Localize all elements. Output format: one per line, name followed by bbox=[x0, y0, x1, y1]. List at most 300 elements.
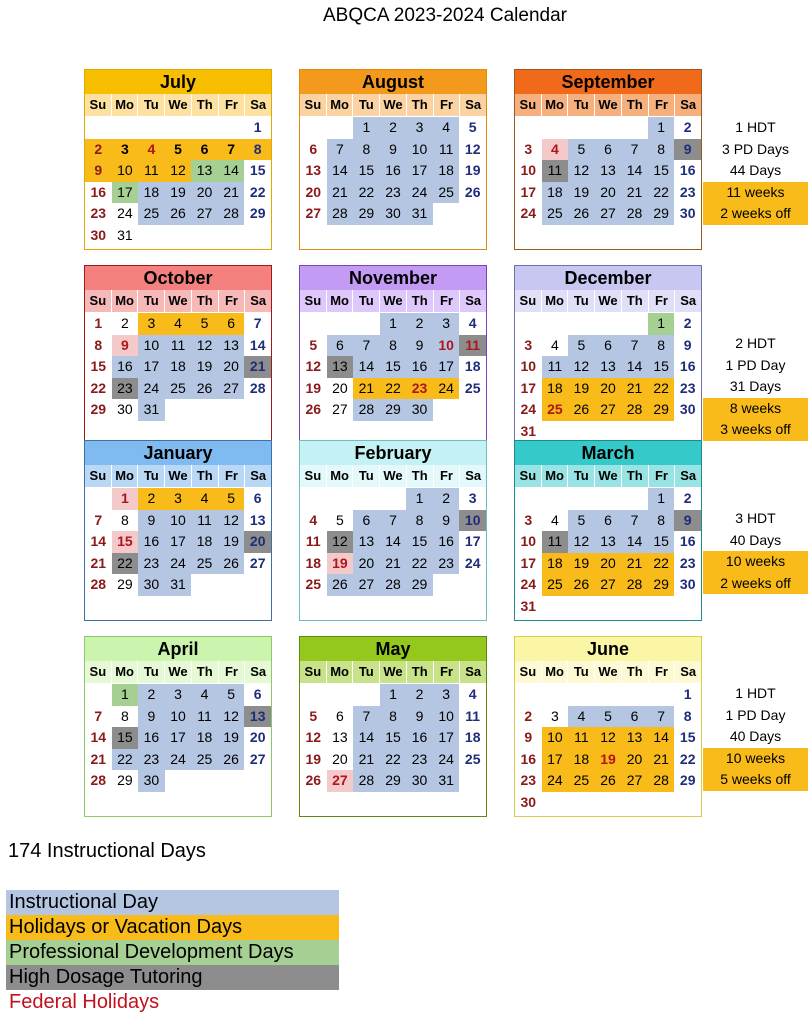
day-cell: 16 bbox=[406, 727, 433, 749]
day-cell: 6 bbox=[621, 706, 648, 728]
day-cell: 3 bbox=[433, 684, 460, 706]
weekday-label: We bbox=[164, 465, 191, 487]
day-cell: 23 bbox=[138, 553, 165, 575]
day-cell: 3 bbox=[524, 336, 533, 353]
day-cell: 16 bbox=[406, 356, 433, 378]
month-name: May bbox=[300, 637, 486, 661]
day-cell: 23 bbox=[406, 378, 433, 400]
day-cell: 3 bbox=[165, 684, 192, 706]
weekday-label: We bbox=[164, 661, 191, 683]
day-cell: 3 bbox=[138, 313, 165, 335]
day-cell: 2 bbox=[433, 488, 460, 510]
day-cell: 8 bbox=[353, 139, 380, 161]
day-cell: 21 bbox=[648, 749, 675, 771]
day-cell: 22 bbox=[90, 379, 107, 396]
weekday-label: We bbox=[379, 94, 406, 116]
day-cell: 20 bbox=[595, 378, 622, 400]
day-cell: 15 bbox=[90, 358, 107, 374]
day-cell: 15 bbox=[249, 162, 266, 178]
day-cell: 13 bbox=[249, 511, 266, 528]
day-cell: 20 bbox=[595, 553, 622, 575]
day-cell: 19 bbox=[568, 182, 595, 204]
day-cell: 12 bbox=[327, 531, 354, 553]
day-cell: 19 bbox=[218, 531, 245, 553]
day-cell: 14 bbox=[621, 160, 648, 182]
day-cell: 8 bbox=[120, 707, 129, 724]
day-cell: 6 bbox=[595, 139, 622, 161]
stat-line: 40 Days bbox=[729, 531, 782, 548]
day-cell: 25 bbox=[568, 770, 595, 792]
weekday-label: Th bbox=[621, 661, 648, 683]
day-cell: 30 bbox=[380, 203, 407, 225]
empty-cell bbox=[542, 117, 569, 139]
day-cell: 16 bbox=[138, 531, 165, 553]
day-cell: 6 bbox=[595, 335, 622, 357]
empty-cell bbox=[621, 684, 648, 706]
day-cell: 24 bbox=[406, 182, 433, 204]
day-grid bbox=[515, 487, 701, 617]
day-cell: 11 bbox=[305, 533, 321, 549]
weekday-label: Su bbox=[519, 97, 537, 112]
day-cell: 31 bbox=[117, 226, 133, 243]
day-cell: 13 bbox=[332, 729, 348, 745]
day-cell: 11 bbox=[165, 335, 192, 357]
day-cell: 13 bbox=[191, 160, 218, 182]
day-cell: 31 bbox=[520, 422, 537, 439]
day-cell: 25 bbox=[542, 203, 569, 225]
day-cell: 30 bbox=[520, 793, 537, 810]
day-cell: 5 bbox=[309, 707, 318, 724]
weekday-label: Fr bbox=[648, 465, 675, 487]
day-cell: 21 bbox=[621, 378, 648, 400]
empty-cell bbox=[648, 684, 675, 706]
day-cell: 11 bbox=[433, 139, 460, 161]
empty-cell bbox=[138, 117, 165, 139]
day-cell: 4 bbox=[550, 336, 559, 353]
month-name: October bbox=[85, 266, 271, 290]
day-cell: 24 bbox=[433, 378, 460, 400]
day-cell: 9 bbox=[380, 139, 407, 161]
day-cell: 23 bbox=[90, 205, 107, 221]
day-cell: 9 bbox=[85, 160, 112, 182]
day-cell: 18 bbox=[165, 356, 192, 378]
weekday-label: We bbox=[379, 465, 406, 487]
day-cell: 2 bbox=[683, 315, 692, 331]
month-december bbox=[514, 265, 702, 446]
day-cell: 7 bbox=[648, 706, 675, 728]
weekday-label: Su bbox=[89, 468, 107, 483]
day-cell: 14 bbox=[249, 336, 266, 353]
day-cell: 27 bbox=[332, 401, 348, 417]
weekday-label: Th bbox=[621, 290, 648, 312]
weekday-label: Mo bbox=[326, 661, 353, 683]
day-cell: 29 bbox=[648, 574, 675, 596]
empty-cell bbox=[300, 684, 327, 706]
day-cell: 20 bbox=[218, 356, 245, 378]
weekday-label: Mo bbox=[111, 661, 138, 683]
day-cell: 3 bbox=[550, 707, 559, 724]
day-cell: 25 bbox=[138, 203, 165, 225]
day-cell: 25 bbox=[542, 399, 569, 421]
weekday-label: Sa bbox=[459, 94, 486, 116]
empty-cell bbox=[542, 684, 569, 706]
day-cell: 4 bbox=[191, 488, 218, 510]
day-cell: 12 bbox=[305, 729, 322, 745]
day-cell: 22 bbox=[679, 750, 696, 767]
day-cell: 10 bbox=[520, 533, 537, 549]
month-name: September bbox=[515, 70, 701, 94]
day-cell: 31 bbox=[520, 597, 537, 614]
day-cell: 16 bbox=[520, 750, 537, 767]
day-cell: 9 bbox=[524, 729, 533, 745]
day-cell: 3 bbox=[406, 117, 433, 139]
day-cell: 31 bbox=[165, 574, 192, 596]
day-cell: 23 bbox=[112, 378, 139, 400]
day-cell: 17 bbox=[406, 160, 433, 182]
month-september bbox=[514, 69, 702, 250]
day-cell: 15 bbox=[679, 729, 696, 745]
day-cell: 9 bbox=[683, 336, 692, 353]
day-cell: 10 bbox=[433, 706, 460, 728]
weekday-label: Th bbox=[406, 290, 433, 312]
day-cell: 6 bbox=[253, 490, 262, 506]
weekday-label: Tu bbox=[137, 661, 164, 683]
weekday-label: Sa bbox=[244, 290, 271, 312]
day-grid bbox=[85, 683, 271, 792]
day-cell: 10 bbox=[520, 358, 537, 374]
empty-cell bbox=[85, 488, 112, 510]
weekday-label: Sa bbox=[674, 94, 701, 116]
weekday-label: Th bbox=[191, 290, 218, 312]
day-cell: 17 bbox=[520, 554, 537, 571]
day-cell: 22 bbox=[380, 378, 407, 400]
day-cell: 2 bbox=[85, 139, 112, 161]
day-cell: 17 bbox=[138, 356, 165, 378]
day-cell: 1 bbox=[406, 488, 433, 510]
day-cell: 17 bbox=[165, 531, 192, 553]
day-cell: 26 bbox=[327, 574, 354, 596]
day-cell: 30 bbox=[138, 770, 165, 792]
empty-cell bbox=[191, 117, 218, 139]
day-cell: 5 bbox=[165, 139, 192, 161]
day-cell: 12 bbox=[568, 531, 595, 553]
day-cell: 3 bbox=[524, 140, 533, 157]
day-cell: 16 bbox=[679, 162, 696, 178]
weekday-header-row bbox=[85, 465, 271, 487]
empty-cell bbox=[353, 684, 380, 706]
day-cell: 6 bbox=[595, 510, 622, 532]
day-cell: 28 bbox=[648, 770, 675, 792]
stat-line: 1 HDT bbox=[735, 119, 776, 135]
day-cell: 16 bbox=[679, 533, 696, 549]
day-cell: 7 bbox=[94, 707, 103, 724]
day-cell: 7 bbox=[253, 315, 262, 331]
day-cell: 19 bbox=[218, 727, 245, 749]
day-cell: 24 bbox=[138, 378, 165, 400]
day-cell: 27 bbox=[249, 554, 266, 571]
weekday-label: Mo bbox=[111, 465, 138, 487]
day-cell: 28 bbox=[90, 772, 107, 788]
weekday-header-row bbox=[300, 94, 486, 116]
day-cell: 10 bbox=[112, 160, 139, 182]
day-cell: 4 bbox=[433, 117, 460, 139]
day-grid bbox=[300, 312, 486, 421]
day-cell: 26 bbox=[305, 772, 322, 788]
weekday-label: Mo bbox=[541, 661, 568, 683]
day-cell: 5 bbox=[568, 510, 595, 532]
weekday-label: Fr bbox=[218, 290, 245, 312]
weekday-label: Th bbox=[406, 94, 433, 116]
weekday-label: Mo bbox=[541, 465, 568, 487]
stat-line: 3 HDT bbox=[735, 510, 776, 526]
day-cell: 8 bbox=[683, 707, 692, 724]
day-cell: 21 bbox=[380, 553, 407, 575]
day-cell: 4 bbox=[165, 313, 192, 335]
weekday-label: We bbox=[594, 94, 621, 116]
day-grid bbox=[85, 116, 271, 246]
stat-line: 1 PD Day bbox=[725, 356, 786, 373]
day-cell: 1 bbox=[380, 313, 407, 335]
day-grid bbox=[300, 683, 486, 792]
day-cell: 21 bbox=[218, 182, 245, 204]
month-name: June bbox=[515, 637, 701, 661]
empty-cell bbox=[300, 117, 327, 139]
stat-line: 40 Days bbox=[729, 728, 782, 744]
legend-item: Professional Development Days bbox=[6, 940, 339, 965]
day-cell: 14 bbox=[648, 727, 675, 749]
legend-item: Instructional Day bbox=[6, 890, 339, 915]
day-cell: 9 bbox=[138, 510, 165, 532]
day-cell: 30 bbox=[406, 770, 433, 792]
day-cell: 25 bbox=[433, 182, 460, 204]
weekday-label: Su bbox=[519, 468, 537, 483]
day-cell: 7 bbox=[621, 139, 648, 161]
month-name: August bbox=[300, 70, 486, 94]
empty-cell bbox=[85, 684, 112, 706]
day-cell: 26 bbox=[595, 770, 622, 792]
day-cell: 23 bbox=[138, 749, 165, 771]
day-cell: 4 bbox=[468, 686, 477, 702]
day-cell: 7 bbox=[94, 511, 103, 528]
day-cell: 19 bbox=[305, 750, 322, 767]
day-grid bbox=[515, 312, 701, 442]
day-cell: 8 bbox=[648, 335, 675, 357]
day-cell: 8 bbox=[648, 510, 675, 532]
day-grid bbox=[300, 487, 486, 596]
day-cell: 13 bbox=[305, 162, 322, 178]
day-cell: 12 bbox=[464, 140, 481, 157]
day-cell: 26 bbox=[218, 553, 245, 575]
day-cell: 30 bbox=[90, 226, 107, 243]
day-cell: 3 bbox=[468, 490, 477, 506]
day-cell: 24 bbox=[165, 553, 192, 575]
day-cell: 22 bbox=[648, 378, 675, 400]
empty-cell bbox=[353, 313, 380, 335]
day-cell: 18 bbox=[138, 182, 165, 204]
day-cell: 23 bbox=[679, 554, 696, 571]
weekday-header-row bbox=[515, 465, 701, 487]
weekday-label: Su bbox=[304, 97, 322, 112]
day-cell: 10 bbox=[138, 335, 165, 357]
weekday-label: Sa bbox=[244, 465, 271, 487]
day-cell: 10 bbox=[406, 139, 433, 161]
day-cell: 23 bbox=[679, 379, 696, 396]
day-cell: 5 bbox=[191, 313, 218, 335]
empty-cell bbox=[515, 684, 542, 706]
month-january bbox=[84, 440, 272, 621]
day-cell: 26 bbox=[568, 574, 595, 596]
weekday-label: We bbox=[379, 661, 406, 683]
day-cell: 2 bbox=[683, 490, 692, 506]
legend-item: Federal Holidays bbox=[9, 991, 160, 1013]
day-cell: 8 bbox=[406, 510, 433, 532]
day-cell: 29 bbox=[117, 576, 133, 592]
weekday-header-row bbox=[515, 661, 701, 683]
day-cell: 20 bbox=[595, 182, 622, 204]
day-cell: 3 bbox=[524, 511, 533, 528]
weekday-header-row bbox=[300, 465, 486, 487]
day-cell: 15 bbox=[112, 727, 139, 749]
day-cell: 8 bbox=[120, 511, 129, 528]
day-grid bbox=[300, 116, 486, 225]
day-cell: 8 bbox=[94, 336, 103, 353]
day-cell: 11 bbox=[542, 356, 569, 378]
day-cell: 9 bbox=[674, 139, 701, 161]
empty-cell bbox=[380, 488, 407, 510]
empty-cell bbox=[515, 117, 542, 139]
day-cell: 15 bbox=[380, 356, 407, 378]
day-cell: 27 bbox=[218, 378, 245, 400]
day-cell: 15 bbox=[648, 160, 675, 182]
day-grid bbox=[85, 487, 271, 596]
day-cell: 27 bbox=[191, 203, 218, 225]
day-cell: 5 bbox=[309, 336, 318, 353]
day-cell: 2 bbox=[138, 684, 165, 706]
day-cell: 30 bbox=[406, 399, 433, 421]
day-cell: 27 bbox=[327, 770, 354, 792]
day-cell: 28 bbox=[621, 574, 648, 596]
day-cell: 19 bbox=[305, 379, 322, 396]
stat-line: 3 weeks off bbox=[703, 419, 808, 441]
month-stats bbox=[703, 117, 808, 225]
day-cell: 29 bbox=[679, 772, 696, 788]
weekday-label: Fr bbox=[218, 94, 245, 116]
day-cell: 1 bbox=[648, 488, 675, 510]
weekday-label: Th bbox=[406, 661, 433, 683]
month-february bbox=[299, 440, 487, 621]
day-cell: 26 bbox=[568, 203, 595, 225]
day-cell: 23 bbox=[433, 553, 460, 575]
month-stats bbox=[703, 333, 808, 441]
empty-cell bbox=[327, 117, 354, 139]
day-cell: 12 bbox=[568, 160, 595, 182]
day-cell: 23 bbox=[520, 772, 537, 788]
day-cell: 5 bbox=[568, 335, 595, 357]
weekday-header-row bbox=[515, 290, 701, 312]
day-cell: 14 bbox=[90, 533, 107, 549]
day-cell: 27 bbox=[595, 399, 622, 421]
day-cell: 12 bbox=[218, 706, 245, 728]
day-cell: 1 bbox=[112, 684, 139, 706]
day-cell: 22 bbox=[112, 749, 139, 771]
day-cell: 25 bbox=[464, 379, 481, 396]
day-cell: 17 bbox=[112, 182, 139, 204]
day-cell: 28 bbox=[327, 203, 354, 225]
weekday-label: Mo bbox=[111, 94, 138, 116]
weekday-label: Sa bbox=[244, 94, 271, 116]
day-cell: 29 bbox=[648, 399, 675, 421]
day-cell: 18 bbox=[433, 160, 460, 182]
weekday-label: Tu bbox=[352, 661, 379, 683]
day-cell: 2 bbox=[406, 684, 433, 706]
day-cell: 6 bbox=[218, 313, 245, 335]
day-cell: 7 bbox=[353, 706, 380, 728]
day-cell: 3 bbox=[112, 139, 139, 161]
weekday-label: Th bbox=[191, 94, 218, 116]
weekday-label: Fr bbox=[648, 661, 675, 683]
empty-cell bbox=[568, 117, 595, 139]
day-cell: 9 bbox=[674, 510, 701, 532]
stat-line: 1 PD Day bbox=[725, 706, 786, 723]
day-cell: 8 bbox=[380, 335, 407, 357]
day-cell: 10 bbox=[542, 727, 569, 749]
weekday-label: Su bbox=[89, 97, 107, 112]
day-cell: 7 bbox=[218, 139, 245, 161]
day-cell: 29 bbox=[117, 772, 133, 788]
empty-cell bbox=[542, 313, 569, 335]
day-cell: 16 bbox=[380, 160, 407, 182]
empty-cell bbox=[595, 684, 622, 706]
day-cell: 26 bbox=[165, 203, 192, 225]
day-cell: 17 bbox=[433, 356, 460, 378]
weekday-label: Mo bbox=[326, 290, 353, 312]
stat-line: 2 weeks off bbox=[703, 573, 808, 595]
day-cell: 31 bbox=[138, 399, 165, 421]
weekday-label: We bbox=[594, 465, 621, 487]
day-cell: 12 bbox=[568, 356, 595, 378]
weekday-header-row bbox=[85, 661, 271, 683]
day-cell: 22 bbox=[249, 183, 266, 200]
day-cell: 8 bbox=[380, 706, 407, 728]
day-cell: 1 bbox=[683, 686, 692, 702]
day-cell: 10 bbox=[165, 510, 192, 532]
day-cell: 23 bbox=[679, 183, 696, 200]
day-cell: 28 bbox=[353, 399, 380, 421]
day-cell: 2 bbox=[380, 117, 407, 139]
weekday-label: Tu bbox=[352, 465, 379, 487]
empty-cell bbox=[218, 117, 245, 139]
day-cell: 12 bbox=[595, 727, 622, 749]
day-cell: 13 bbox=[595, 356, 622, 378]
empty-cell bbox=[568, 684, 595, 706]
day-cell: 7 bbox=[353, 335, 380, 357]
month-name: December bbox=[515, 266, 701, 290]
day-cell: 17 bbox=[542, 749, 569, 771]
weekday-label: Tu bbox=[352, 290, 379, 312]
stat-line: 44 Days bbox=[729, 162, 782, 178]
day-cell: 27 bbox=[621, 770, 648, 792]
weekday-label: Sa bbox=[459, 290, 486, 312]
weekday-label: Su bbox=[89, 293, 107, 308]
day-cell: 7 bbox=[621, 335, 648, 357]
day-cell: 28 bbox=[218, 203, 245, 225]
stat-line: 8 weeks bbox=[703, 398, 808, 420]
weekday-label: Mo bbox=[326, 465, 353, 487]
legend bbox=[6, 890, 339, 1015]
empty-cell bbox=[542, 488, 569, 510]
day-cell: 21 bbox=[244, 356, 271, 378]
empty-cell bbox=[165, 117, 192, 139]
